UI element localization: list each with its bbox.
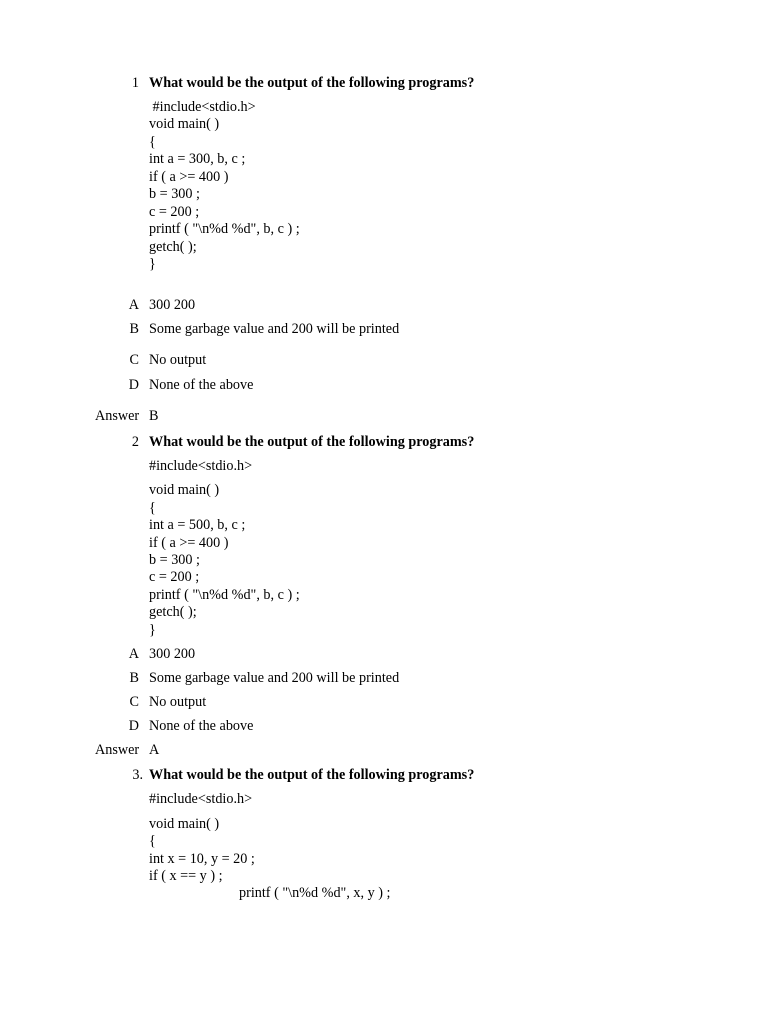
- code-line: void main( ): [149, 816, 220, 832]
- question-number: 2: [131, 434, 139, 450]
- code-line: #include<stdio.h>: [149, 458, 253, 474]
- question-number: 1: [131, 75, 139, 91]
- answer-value: B: [149, 408, 159, 424]
- question-number: 3.: [132, 767, 143, 783]
- answer-value: A: [149, 742, 160, 758]
- answer-label: Answer: [95, 408, 140, 424]
- code-line: int x = 10, y = 20 ;: [149, 851, 255, 867]
- question-title: What would be the output of the following programs?: [149, 767, 475, 783]
- option-letter: A: [128, 646, 139, 662]
- code-line: if ( a >= 400 ): [149, 169, 229, 185]
- question-title: What would be the output of the following programs?: [149, 75, 475, 91]
- code-line: printf ( "\n%d %d", b, c ) ;: [149, 221, 300, 237]
- code-line: if ( x == y ) ;: [149, 868, 223, 884]
- code-line: c = 200 ;: [149, 204, 200, 220]
- option-letter: A: [128, 297, 139, 313]
- code-line: #include<stdio.h>: [149, 791, 253, 807]
- code-line: }: [149, 622, 156, 638]
- code-line: {: [149, 134, 156, 150]
- code-line: int a = 500, b, c ;: [149, 517, 246, 533]
- answer-label: Answer: [95, 742, 140, 758]
- code-line: printf ( "\n%d %d", b, c ) ;: [149, 587, 300, 603]
- code-line: void main( ): [149, 116, 220, 132]
- option-letter: D: [128, 718, 139, 734]
- option-text: 300 200: [149, 646, 196, 662]
- code-line: getch( );: [149, 604, 197, 620]
- option-text: No output: [149, 694, 207, 710]
- code-line: c = 200 ;: [149, 569, 200, 585]
- code-line: void main( ): [149, 482, 220, 498]
- option-text: None of the above: [149, 718, 254, 734]
- question-title: What would be the output of the following programs?: [149, 434, 475, 450]
- option-text: Some garbage value and 200 will be printed: [149, 321, 400, 337]
- code-line: b = 300 ;: [149, 186, 200, 202]
- option-letter: B: [129, 670, 139, 686]
- option-text: None of the above: [149, 377, 254, 393]
- code-line: int a = 300, b, c ;: [149, 151, 246, 167]
- code-line: {: [149, 833, 156, 849]
- option-text: 300 200: [149, 297, 196, 313]
- code-line: #include<stdio.h>: [149, 99, 256, 115]
- code-line: if ( a >= 400 ): [149, 535, 229, 551]
- code-line: {: [149, 500, 156, 516]
- code-line: printf ( "\n%d %d", x, y ) ;: [239, 885, 391, 901]
- option-letter: C: [129, 694, 139, 710]
- option-letter: D: [128, 377, 139, 393]
- option-text: Some garbage value and 200 will be printed: [149, 670, 400, 686]
- option-letter: B: [129, 321, 139, 337]
- option-text: No output: [149, 352, 207, 368]
- option-letter: C: [129, 352, 139, 368]
- code-line: b = 300 ;: [149, 552, 200, 568]
- code-line: }: [149, 256, 156, 272]
- code-line: getch( );: [149, 239, 197, 255]
